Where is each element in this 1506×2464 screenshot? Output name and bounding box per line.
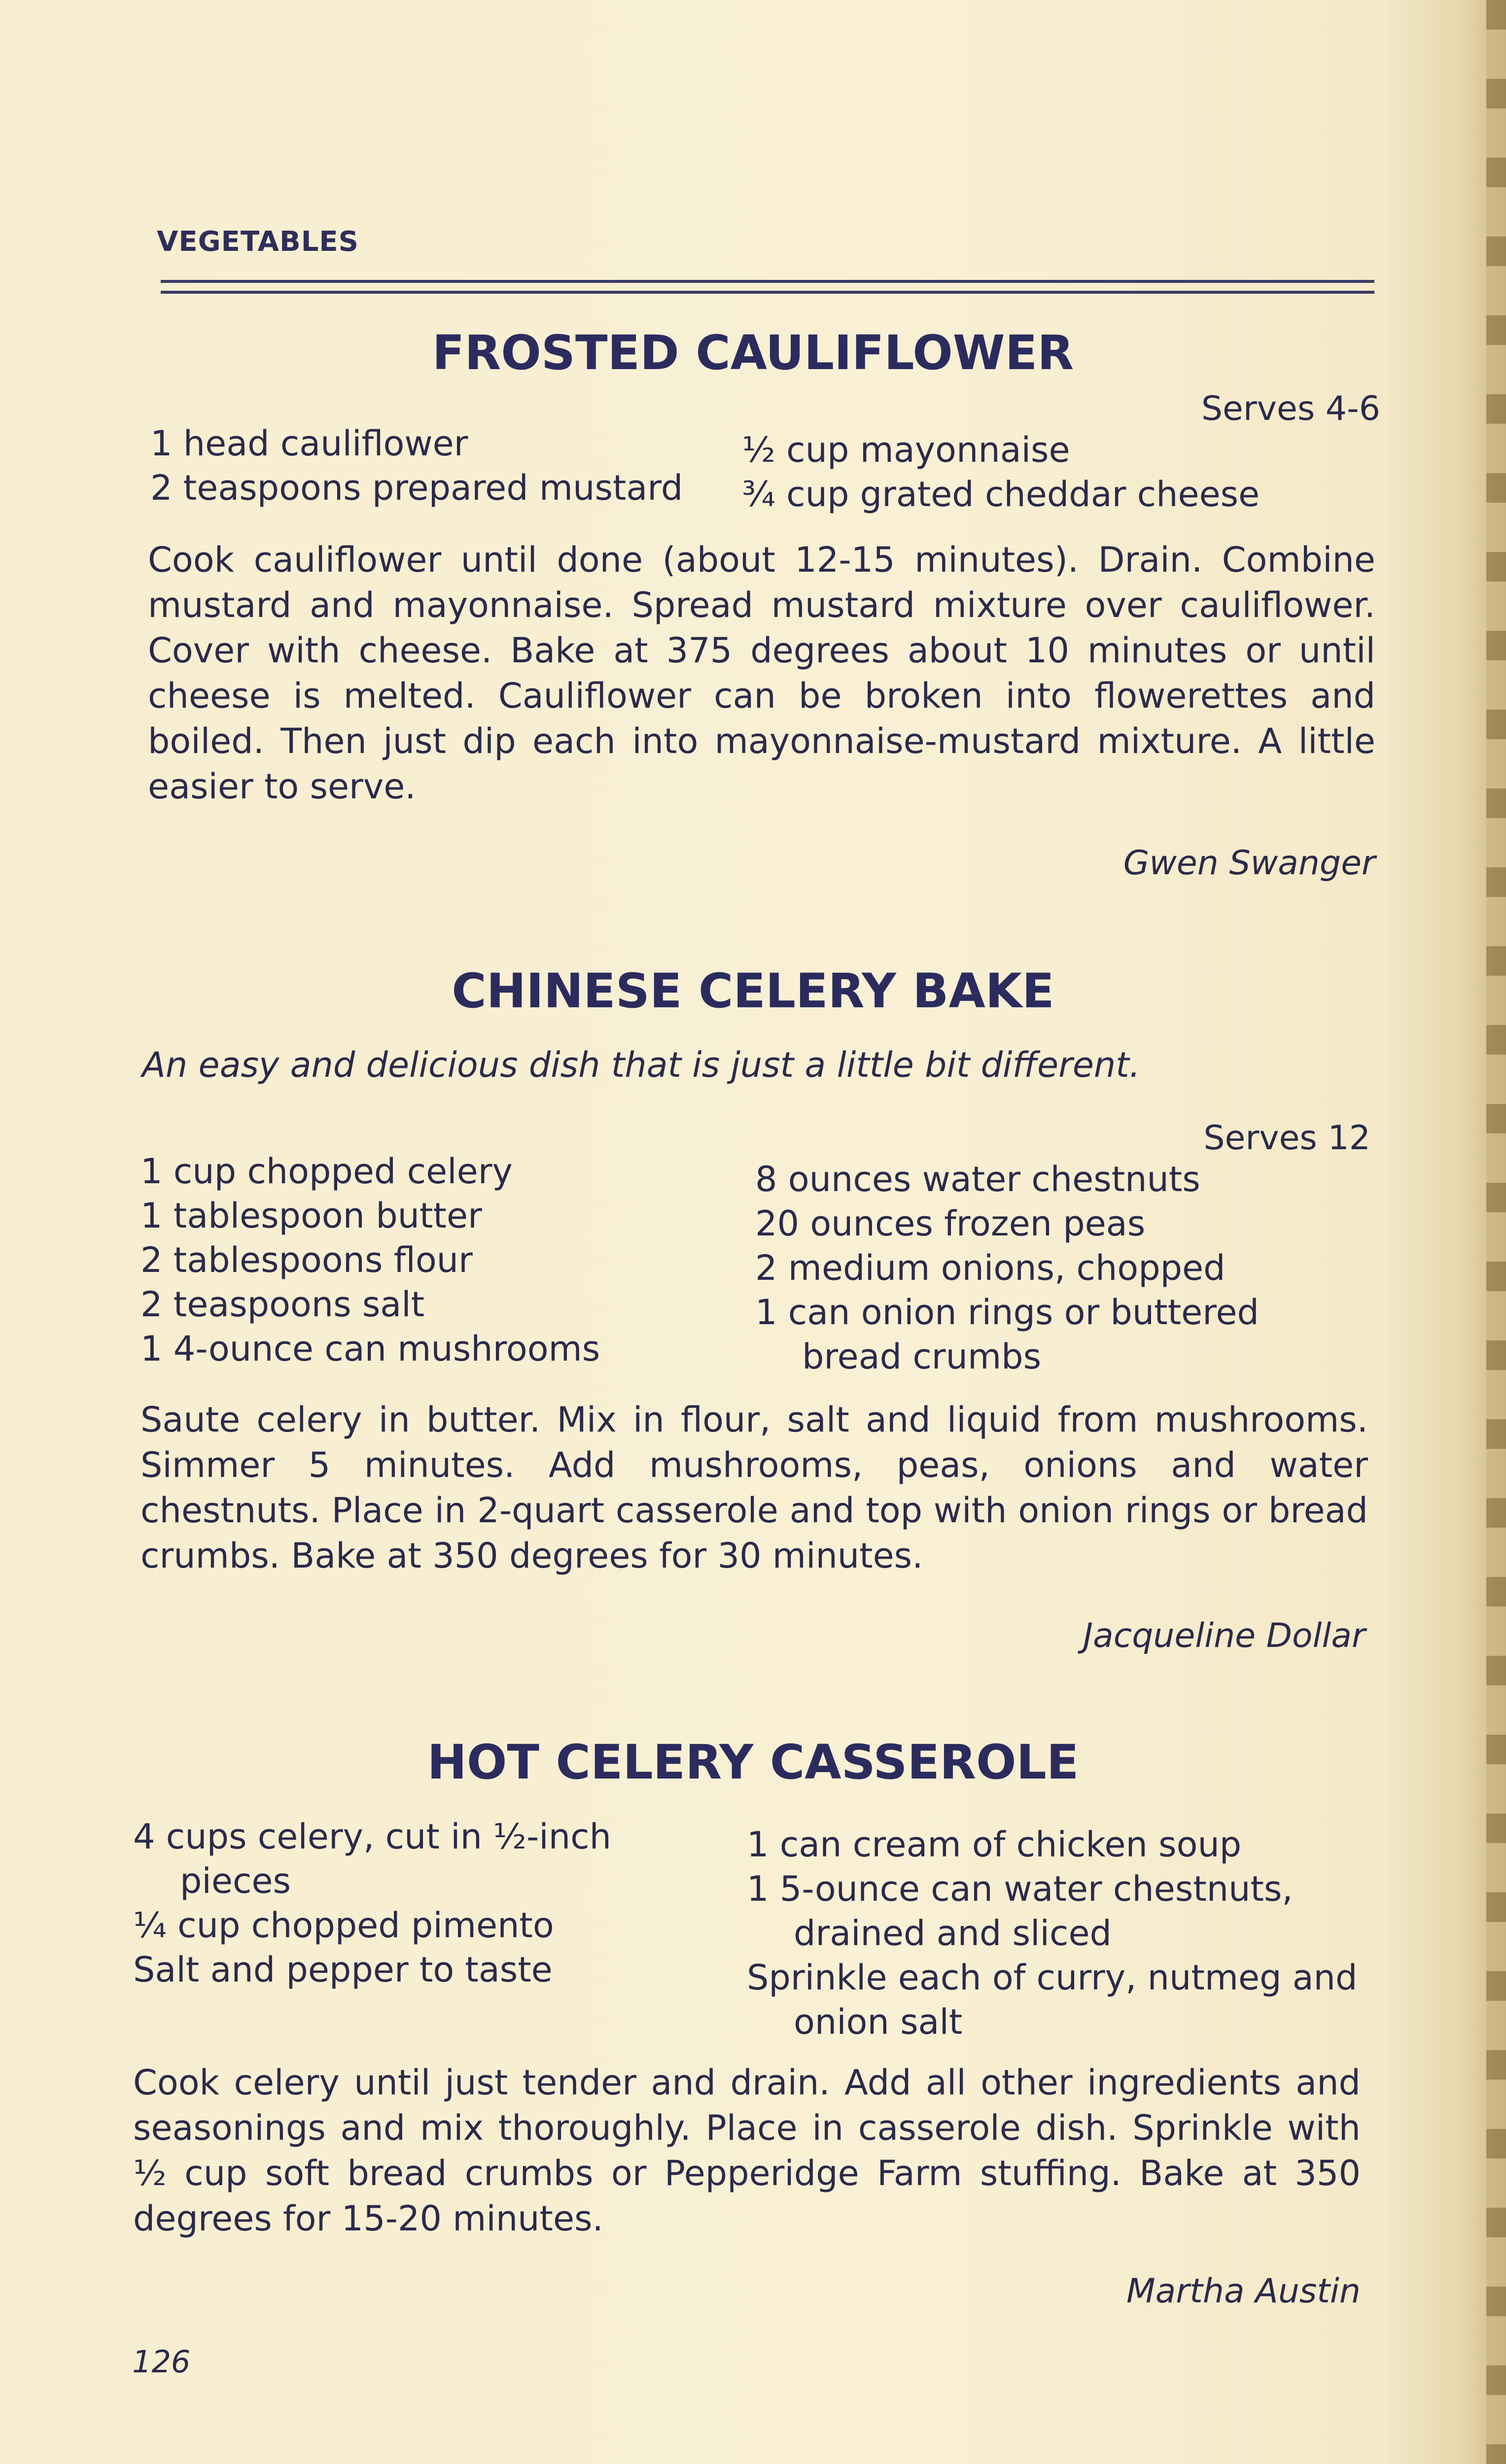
ingredient-item: 1 head cauliflower (150, 423, 468, 464)
ingredient-item: ¼ cup chopped pimento (133, 1905, 554, 1946)
ingredient-item: 1 cup chopped celery (140, 1151, 513, 1192)
recipe-serves: Serves 12 (1203, 1119, 1370, 1158)
ingredient-item: 1 5-ounce can water chestnuts, (747, 1869, 1293, 1909)
ingredient-item: 1 can cream of chicken soup (747, 1824, 1242, 1865)
ingredient-item: onion salt (794, 2002, 963, 2042)
header-rule-bottom (161, 291, 1374, 294)
section-label: VEGETABLES (157, 226, 359, 258)
ingredient-item: 1 can onion rings or buttered (755, 1292, 1259, 1333)
ingredient-item: 8 ounces water chestnuts (755, 1159, 1200, 1199)
ingredient-item: 1 4-ounce can mushrooms (140, 1329, 600, 1369)
ingredient-item: 4 cups celery, cut in ½-inch (133, 1816, 611, 1857)
recipe-serves: Serves 4-6 (1201, 389, 1380, 428)
ingredients-right (742, 428, 1260, 516)
recipe-directions: Saute celery in butter. Mix in flour, salt and liquid from mushrooms. Simmer 5 minutes. Add mushrooms, peas, onions and water chestnuts. Place in 2-quart casserole and top with onion rings or bread crumbs. Bake at 350 degrees for 30 minutes. (140, 1400, 1368, 1576)
recipe-author: Jacqueline Dollar (1083, 1616, 1366, 1655)
recipe-author: Gwen Swanger (1123, 844, 1375, 883)
ingredients-right (755, 1157, 1259, 1379)
recipe-title: FROSTED CAULIFLOWER (432, 325, 1074, 380)
ingredient-item: 20 ounces frozen peas (755, 1203, 1146, 1244)
ingredient-item: 2 tablespoons flour (140, 1240, 473, 1280)
recipe-title: HOT CELERY CASSEROLE (427, 1735, 1079, 1790)
ingredient-item: ¾ cup grated cheddar cheese (742, 474, 1260, 514)
recipe-directions: Cook celery until just tender and drain. Add all other ingredients and seasonings and mix thoroughly. Place in casserole dish. Sprinkle with ½ cup soft bread crumbs or Pepperidge Farm stuffing. Bake at 350 degrees for 15-20 minutes. (133, 2062, 1361, 2239)
ingredient-item: 2 teaspoons salt (140, 1284, 425, 1325)
ingredient-item: Salt and pepper to taste (133, 1950, 553, 1990)
ingredient-item: 2 teaspoons prepared mustard (150, 468, 683, 508)
recipe-author: Martha Austin (1126, 2272, 1361, 2311)
page-number: 126 (132, 2344, 191, 2380)
ingredients-left (150, 421, 683, 510)
ingredient-item: drained and sliced (794, 1913, 1112, 1953)
ingredient-item: bread crumbs (802, 1336, 1042, 1377)
ingredients-right (747, 1822, 1357, 2044)
recipe-directions: Cook cauliflower until done (about 12-15 minutes). Drain. Combine mustard and mayonnaise. Spread mustard mixture over cauliflower. Cover with cheese. Bake at 375 degrees about 10 minutes or until cheese is melted. Cauliflower can be broken into flowerettes and boiled. Then just dip each into mayonnaise-mustard mixture. A little easier to serve. (148, 540, 1375, 807)
ingredient-item: Sprinkle each of curry, nutmeg and (747, 1957, 1358, 1998)
ingredient-item: 1 tablespoon butter (140, 1196, 482, 1236)
ingredient-item: ½ cup mayonnaise (742, 430, 1070, 470)
ingredient-item: pieces (180, 1861, 291, 1901)
ingredient-item: 2 medium onions, chopped (755, 1248, 1226, 1288)
recipe-intro: An easy and delicious dish that is just a little bit different. (142, 1045, 1140, 1085)
ingredients-left (133, 1814, 611, 1992)
ingredients-left (140, 1149, 600, 1371)
recipe-title: CHINESE CELERY BAKE (452, 963, 1054, 1019)
header-rule-top (161, 280, 1374, 283)
